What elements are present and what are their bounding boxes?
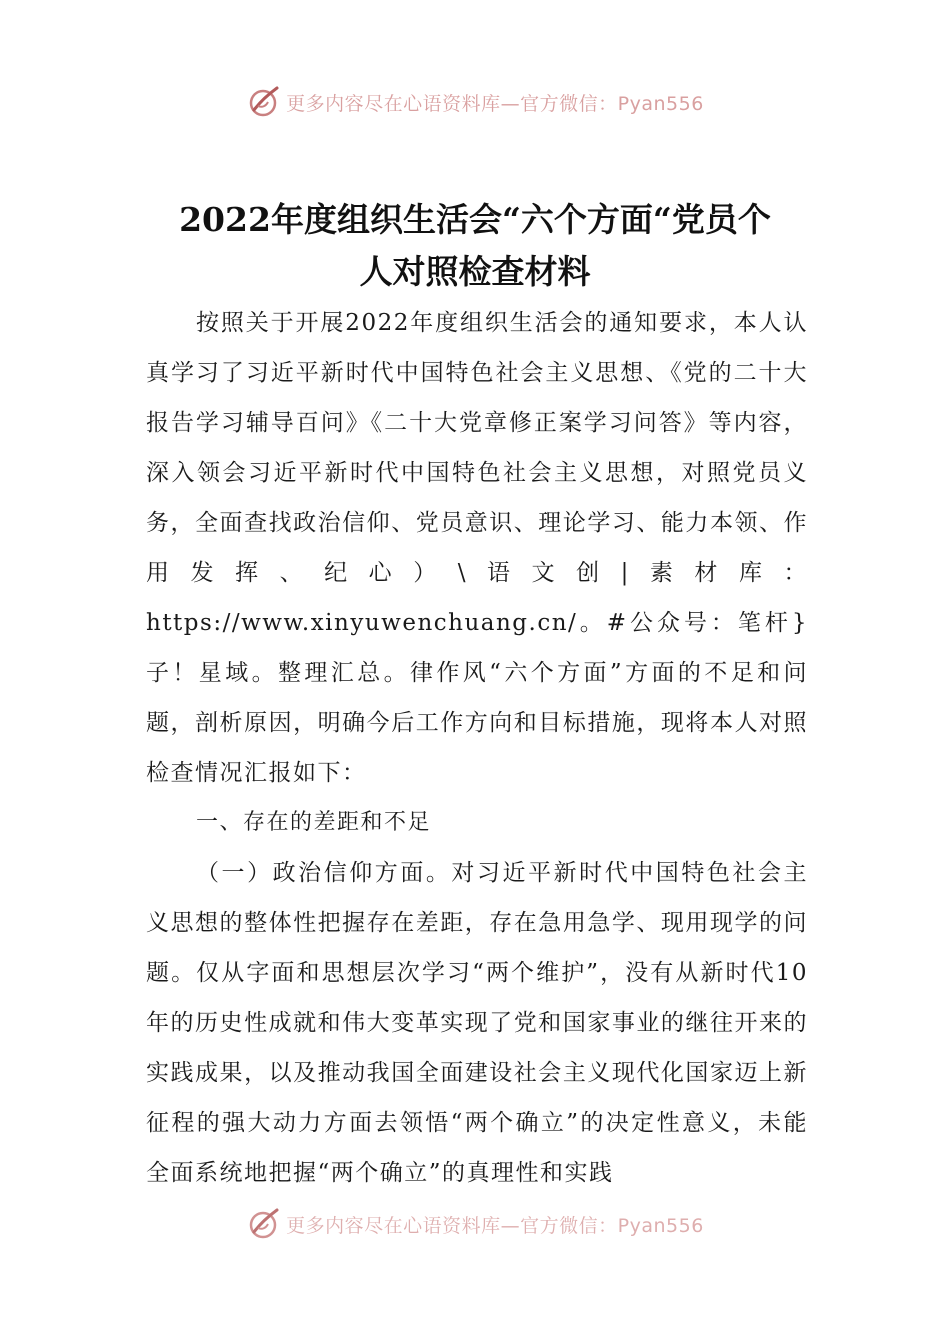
political-belief-paragraph: （一）政治信仰方面。对习近平新时代中国特色社会主义思想的整体性把握存在差距，存在急用急学、现用现学的问题。仅从字面和思想层次学习“两个维护”，没有从新时代10年的历史性成就和伟大变革实现了党和国家事业的继往开来的实践成果，以及推动我国全面建设社会主义现代化国家迈上新征程的强大动力方面去领悟“两个确立”的决定性意义，未能全面系统地把握“两个确立”的真理性和实践 xyxy=(146,860,808,1186)
brush-logo-icon xyxy=(246,84,282,120)
title-line-1: 2022年度组织生活会“六个方面“党员个 xyxy=(179,200,771,239)
title-line-2: 人对照检查材料 xyxy=(359,252,591,291)
intro-paragraph: 按照关于开展2022年度组织生活会的通知要求，本人认真学习了习近平新时代中国特色社会主义思想、《党的二十大报告学习辅导百问》《二十大党章修正案学习问答》等内容，深入领会习近平新时代中国特色社会主义思想，对照党员义务，全面查找政治信仰、党员意识、理论学习、能力本领、作用发挥、纪心）\语文创|素材库：https://www.xinyuwenchuang.cn/。#公众号：笔杆}子！星域。整理汇总。律作风“六个方面”方面的不足和问题，剖析原因，明确今后工作方向和目标措施，现将本人对照检查情况汇报如下： xyxy=(146,310,808,786)
document-body xyxy=(146,298,808,1198)
document-title xyxy=(140,194,810,298)
header-watermark xyxy=(0,84,950,120)
brush-logo-icon xyxy=(246,1206,282,1242)
section-heading-1: 一、存在的差距和不足 xyxy=(196,810,432,835)
footer-watermark xyxy=(0,1206,950,1242)
watermark-text: 更多内容尽在心语资料库—官方微信：Pyan556 xyxy=(286,92,704,115)
watermark-text: 更多内容尽在心语资料库—官方微信：Pyan556 xyxy=(286,1214,704,1237)
